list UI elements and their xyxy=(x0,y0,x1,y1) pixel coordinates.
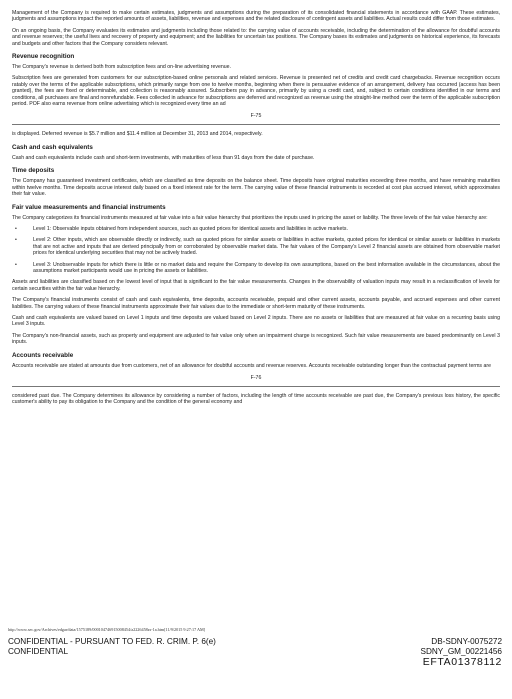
paragraph-cash: Cash and cash equivalents include cash and short-term investments, with maturities of less than 91 days from the date of purchase. xyxy=(12,154,315,161)
paragraph-fair-value-intro: The Company categorizes its financial instruments measured at fair value into a fair value hierarchy that prioritizes the inputs used in pricing the asset or liability. The three levels of the fair value hierarchy are: xyxy=(12,214,488,221)
heading-accounts-receivable: Accounts receivable xyxy=(12,351,74,359)
footer-confidential-rule: CONFIDENTIAL - PURSUANT TO FED. R. CRIM. P. 6(e) xyxy=(8,637,216,646)
bates-number-efta: EFTA01378112 xyxy=(422,656,502,668)
bullet-icon: • xyxy=(15,225,17,232)
paragraph-revenue-2: Subscription fees are generated from customers for our subscription-based online personals and related services. Revenue is presented net of credits and credit card chargebacks. Revenue recognition occurs ratably over the terms of the applicable subscriptions, which primarily range from one to twelve months, beginning when there is persuasive evidence of an arrangement, delivery has occurred (access has been granted), the fees are fixed or determinable, and collection is reasonably assured. Subscribers pay in advance, primarily by using a credit card, and, subject to certain conditions identified in our terms and conditions, all purchases are final and nonrefundable. Fees collected in advance for subscriptions are deferred and recognized as revenue using the straight-line method over the term of the applicable subscription period. POF also earns revenue from online advertising which is recognized every time an ad xyxy=(12,75,500,108)
fair-value-levels-list xyxy=(12,226,500,274)
footer-confidential: CONFIDENTIAL xyxy=(8,647,69,656)
source-url: http://www.sec.gov/Archives/edgar/data/1575189/000104746915008454/a2226458zs-1a.htm[11/9/2015 9:27:17 AM] xyxy=(8,627,206,632)
paragraph-financial-instruments: The Company's financial instruments consist of cash and cash equivalents, time deposits, accounts receivable, prepaid and other current assets, accounts payable, and accrued expenses and other current liabilities. The carrying values of these financial instruments approximate their fair values due to the immediate or short-term maturity of these instruments. xyxy=(12,297,500,310)
bates-number-sdny: SDNY_GM_00221456 xyxy=(420,647,502,656)
list-item xyxy=(12,226,500,232)
paragraph-estimates: Management of the Company is required to make certain estimates, judgments and assumptions during the preparation of its consolidated financial statements in accordance with GAAP. These estimates, judgments and assumptions impact the reported amounts of assets, liabilities, revenue and expenses and the related disclosure of contingent assets and liabilities. Actual results could differ from those estimates. xyxy=(12,10,500,23)
paragraph-revenue-1: The Company's revenue is derived both from subscription fees and on-line advertising revenue. xyxy=(12,64,231,71)
paragraph-ongoing-basis: On an ongoing basis, the Company evaluates its estimates and judgments including those related to: the carrying value of accounts receivable, including the determination of the allowance for doubtful accounts and revenue reserves; the useful lives and recovery of property and equipment; and the liabilities for uncertain tax positions. The Company bases its estimates and judgments on historical experience, its forecasts and budgets and other factors that the Company considers relevant. xyxy=(12,27,500,47)
page-number-f75: F-75 xyxy=(250,113,262,120)
level-3-text: Level 3: Unobservable inputs for which there is little or no market data and require the Company to develop its own assumptions, based on the best information available in the circumstances, about the assumptions market participants would use in pricing the assets or liabilities. xyxy=(33,261,500,274)
list-item xyxy=(12,262,500,275)
heading-cash-equivalents: Cash and cash equivalents xyxy=(12,143,93,151)
level-1-text: Level 1: Observable inputs obtained from independent sources, such as quoted prices for identical assets and liabilities in active markets. xyxy=(33,225,348,232)
paragraph-non-financial-assets: The Company's non-financial assets, such as property and equipment are adjusted to fair value only when an impairment charge is recognized. Such fair value measurements are based predominantly on Level 3 inputs. xyxy=(12,332,500,346)
page-divider xyxy=(12,124,500,125)
heading-revenue-recognition: Revenue recognition xyxy=(12,53,75,61)
paragraph-accounts-receivable: Accounts receivable are stated at amounts due from customers, net of an allowance for doubtful accounts and revenue reserves. Accounts receivable outstanding longer than the contractual payment terms are xyxy=(12,362,491,369)
bullet-icon: • xyxy=(15,237,17,244)
level-2-text: Level 2: Other inputs, which are observable directly or indirectly, such as quoted prices for similar assets or liabilities in active markets, quoted prices for identical or similar assets or liabilities in markets that are not active and inputs that are derived principally from or corroborated by observable market data. The fair values of the Company's Level 2 financial assets are obtained from observable market prices for identical underlying securities that may not be actively traded. xyxy=(33,237,500,257)
document-page xyxy=(12,10,500,411)
paragraph-fair-value-classification: Assets and liabilities are classified based on the lowest level of input that is significant to the fair value measurements. Changes in the observability of valuation inputs may result in a reclassification of levels for certain securities within the fair value hierarchy. xyxy=(12,279,500,292)
paragraph-deferred-revenue: is displayed. Deferred revenue is $5.7 million and $11.4 million at December 31, 2013 and 2014, respectively. xyxy=(12,131,263,138)
list-item xyxy=(12,237,500,256)
bullet-icon: • xyxy=(15,261,17,268)
page-number-f76: F-76 xyxy=(250,375,262,381)
heading-time-deposits: Time deposits xyxy=(12,167,55,175)
paragraph-time-deposits: The Company has guaranteed investment certificates, which are classified as time deposits on the balance sheet. Time deposits have original maturities exceeding three months, and have remaining maturities within twelve months. Time deposits accrue interest daily based on a fixed interest rate for the term. The carrying value of these financial instruments is recorded at cost plus accrued interest, which approximates their fair value. xyxy=(12,178,500,198)
paragraph-past-due: considered past due. The Company determines its allowance by considering a number of factors, including the length of time accounts receivable are past due, the Company's previous loss history, the specific customer's ability to pay its obligation to the Company and the condition of the general economy and xyxy=(12,393,500,406)
page-divider xyxy=(12,386,500,387)
paragraph-valuation-inputs: Cash and cash equivalents are valued based on Level 1 inputs and time deposits are valued based on Level 2 inputs. There are no assets or liabilities that are measured at fair value on a recurring basis using Level 3 inputs. xyxy=(12,314,500,328)
bates-number-db: DB-SDNY-0075272 xyxy=(431,637,502,646)
heading-fair-value: Fair value measurements and financial instruments xyxy=(12,203,166,211)
